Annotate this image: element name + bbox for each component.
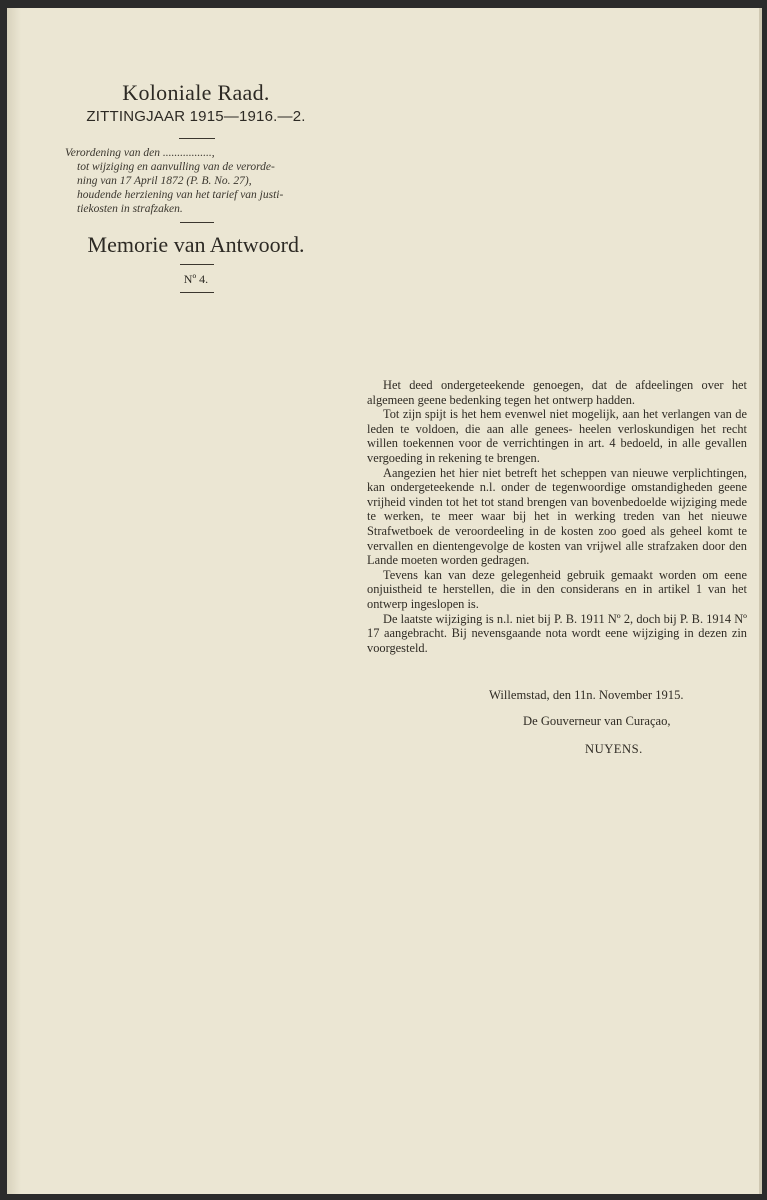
subject-line: ning van 17 April 1872 (P. B. No. 27), (77, 175, 252, 187)
document-number: Nº 4. (183, 272, 209, 286)
ordinance-subject (65, 146, 327, 216)
paragraph: De laatste wijziging is n.l. niet bij P. B. 1911 Nº 2, doch bij P. B. 1914 Nº 17 aangebracht. Bij nevensgaande nota wordt eene wijziging in dezen zin voorgesteld. (367, 611, 747, 655)
session-year: ZITTINGJAAR 1915—1916.—2. (86, 108, 306, 125)
body-text (367, 378, 747, 655)
page-edge-shadow (7, 8, 21, 1194)
place-date: Willemstad, den 11n. November 1915. (489, 688, 684, 702)
document-page (7, 8, 762, 1194)
divider-rule (179, 138, 215, 139)
paragraph: Tot zijn spijt is het hem evenwel niet mogelijk, aan het verlangen van de leden te voldoen, die aan alle genees- heelen verloskundigen het recht willen toekennen voor de verrichtingen in art. 4 bedoeld, in alle gevallen vergoeding in rekening te brengen. (367, 407, 747, 465)
divider-rule (180, 222, 214, 223)
signatory-name: NUYENS. (585, 742, 643, 756)
document-title: Memorie van Antwoord. (87, 232, 305, 257)
subject-line: tot wijziging en aanvulling van de verorde- (77, 161, 275, 173)
council-title: Koloniale Raad. (122, 80, 270, 105)
signatory-office: De Gouverneur van Curaçao, (523, 714, 671, 728)
subject-line: houdende herziening van het tarief van justi- (77, 189, 284, 201)
subject-line: Verordening van den ................., (65, 147, 215, 159)
divider-rule (180, 264, 214, 265)
subject-line: tiekosten in strafzaken. (77, 203, 183, 215)
divider-rule (180, 292, 214, 293)
paragraph: Aangezien het hier niet betreft het scheppen van nieuwe verplichtingen, kan ondergeteekende n.l. onder de tegenwoordige omstandigheden geene vrijheid vinden tot het tot stand brengen van bovenbedoelde wijziging mede te werken, te meer waar bij het in werking treden van het nieuwe Strafwetboek de veroordeeling in de kosten zoo goed als geheel komt te vervallen en dientengevolge de kosten van vrijwel alle strafzaken door den Lande moeten worden gedragen. (367, 465, 747, 568)
paragraph: Het deed ondergeteekende genoegen, dat de afdeelingen over het algemeen geene bedenking tegen het ontwerp hadden. (367, 378, 747, 407)
paragraph: Tevens kan van deze gelegenheid gebruik gemaakt worden om eene onjuistheid te herstellen, die in den considerans en in artikel 1 van het ontwerp ingeslopen is. (367, 567, 747, 611)
